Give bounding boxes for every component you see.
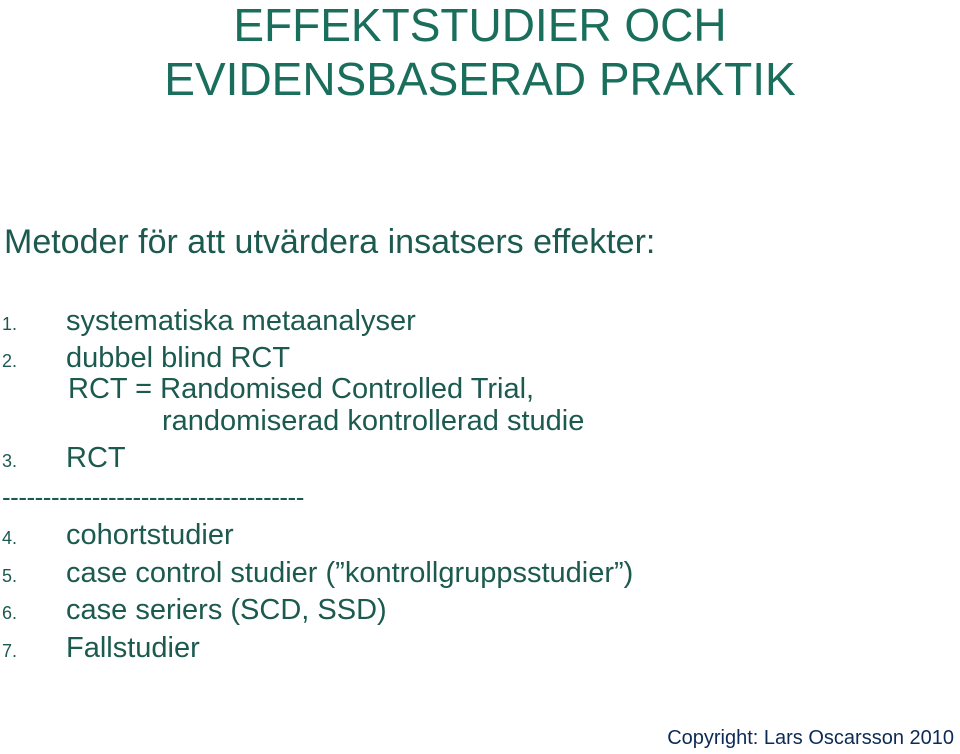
list-text: systematiska metaanalyser [66,305,416,337]
list-text: RCT [66,442,126,474]
title-line-1: EFFEKTSTUDIER OCH [233,0,727,51]
list-item-7 [2,631,200,668]
list-number: 7. [2,641,18,661]
list-number: 1. [2,314,18,334]
list-number: 5. [2,566,18,586]
list-item-3 [2,441,126,478]
list-text: case seriers (SCD, SSD) [66,594,387,626]
list-item-1 [2,304,416,341]
rct-definition-line-1: RCT = Randomised Controlled Trial, [68,373,535,405]
list-text: case control studier (”kontrollgruppsstudier”) [66,557,634,589]
divider-line: ------------------------------------- [2,482,304,512]
list-text: dubbel blind RCT [66,342,291,374]
list-item-5 [2,556,633,593]
list-number: 6. [2,603,18,623]
subtitle: Metoder för att utvärdera insatsers effekter: [4,223,656,261]
list-text: cohortstudier [66,519,234,551]
title-line-2: EVIDENSBASERAD PRAKTIK [164,53,796,105]
list-number: 3. [2,451,18,471]
list-item-4 [2,518,234,555]
copyright-notice: Copyright: Lars Oscarsson 2010 [667,727,954,749]
list-item-6 [2,593,387,630]
list-text: Fallstudier [66,632,200,664]
list-number: 4. [2,528,18,548]
rct-definition-line-2: randomiserad kontrollerad studie [162,405,585,437]
list-number: 2. [2,351,18,371]
